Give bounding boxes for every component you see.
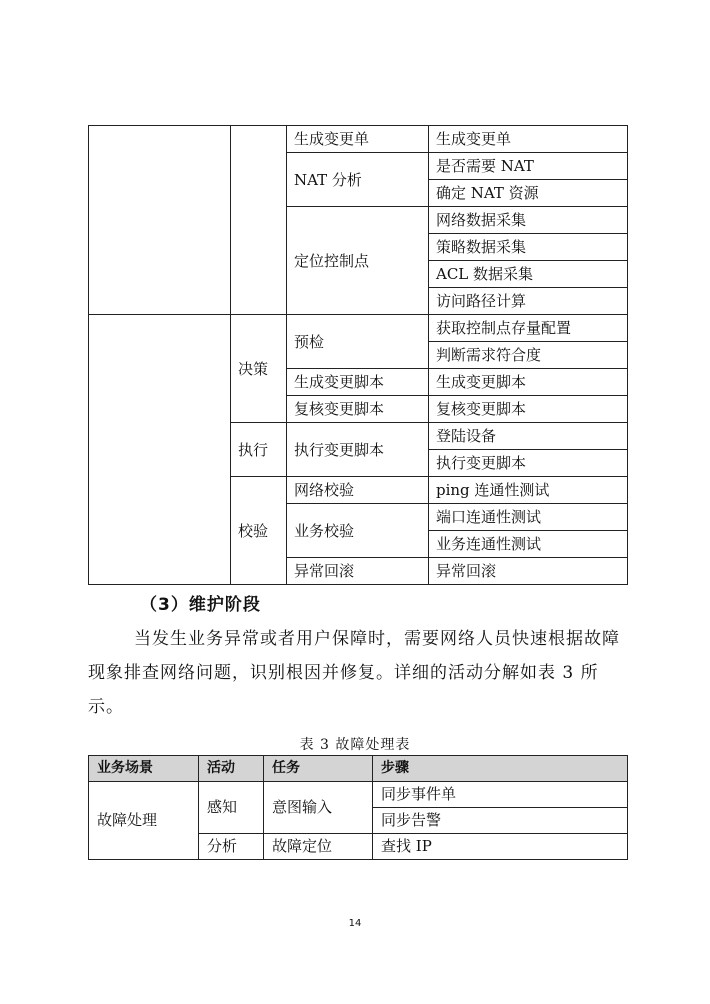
step-cell: 是否需要 NAT [429,153,628,180]
step-cell: 查找 IP [373,834,628,860]
step-cell: 确定 NAT 资源 [429,180,628,207]
step-cell: 复核变更脚本 [429,396,628,423]
step-cell: 同步告警 [373,808,628,834]
activity-cell: 校验 [231,477,287,585]
step-cell: 访问路径计算 [429,288,628,315]
page-number: 14 [348,918,362,929]
step-cell: 生成变更脚本 [429,369,628,396]
task-cell: 网络校验 [287,477,429,504]
step-cell: 生成变更单 [429,126,628,153]
header-task: 任务 [264,756,373,782]
step-cell: 端口连通性测试 [429,504,628,531]
paragraph-text: 当发生业务异常或者用户保障时，需要网络人员快速根据故障现象排查网络问题，识别根因并修复。详细的活动分解如表 3 所示。 [88,629,620,717]
step-cell: ACL 数据采集 [429,261,628,288]
scene-cell-empty [89,126,231,315]
activity-cell: 决策 [231,315,287,423]
activity-table-continued [88,125,628,585]
step-cell: ping 连通性测试 [429,477,628,504]
scene-cell-empty [89,315,231,585]
task-cell: NAT 分析 [287,153,429,207]
task-cell: 生成变更脚本 [287,369,429,396]
task-cell: 故障定位 [264,834,373,860]
table-caption: 表 3 故障处理表 [299,737,411,753]
step-cell: 业务连通性测试 [429,531,628,558]
task-cell: 意图输入 [264,782,373,834]
activity-cell: 分析 [199,834,264,860]
task-cell: 执行变更脚本 [287,423,429,477]
step-cell: 网络数据采集 [429,207,628,234]
header-step: 步骤 [373,756,628,782]
step-cell: 判断需求符合度 [429,342,628,369]
task-cell: 异常回滚 [287,558,429,585]
task-cell: 生成变更单 [287,126,429,153]
step-cell: 执行变更脚本 [429,450,628,477]
task-cell: 复核变更脚本 [287,396,429,423]
body-paragraph [88,622,634,724]
section-heading: （3）维护阶段 [140,595,261,615]
step-cell: 同步事件单 [373,782,628,808]
header-scene: 业务场景 [89,756,199,782]
task-cell: 定位控制点 [287,207,429,315]
step-cell: 异常回滚 [429,558,628,585]
fault-handling-table [88,755,628,860]
scene-cell: 故障处理 [89,782,199,860]
step-cell: 策略数据采集 [429,234,628,261]
activity-cell-empty [231,126,287,315]
activity-cell: 执行 [231,423,287,477]
header-activity: 活动 [199,756,264,782]
activity-cell: 感知 [199,782,264,834]
task-cell: 业务校验 [287,504,429,558]
task-cell: 预检 [287,315,429,369]
step-cell: 获取控制点存量配置 [429,315,628,342]
step-cell: 登陆设备 [429,423,628,450]
